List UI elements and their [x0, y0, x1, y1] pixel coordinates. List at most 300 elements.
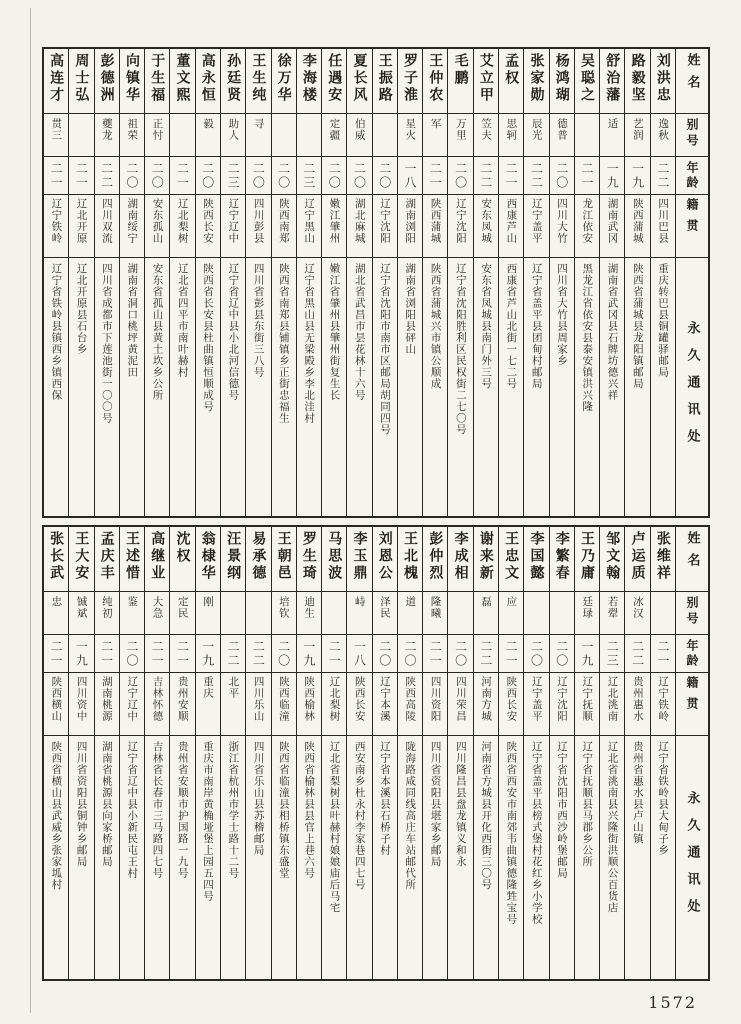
person-age-cell [651, 634, 675, 672]
person-address-cell [221, 257, 245, 516]
person-record-column [346, 527, 371, 979]
person-origin: 贵州安顺 [176, 676, 189, 722]
person-age: 二二 [529, 161, 544, 190]
person-record-column [245, 527, 270, 979]
person-origin-cell [44, 194, 68, 257]
scan-edge-line [30, 8, 31, 1013]
person-address-cell [297, 257, 321, 516]
person-origin-cell [95, 194, 119, 257]
person-record-column [296, 49, 321, 516]
person-origin: 四川巴县 [657, 198, 670, 244]
header-alias-cell [676, 113, 708, 156]
person-name: 张长武 [48, 531, 65, 582]
person-record-column [169, 527, 194, 979]
person-record-column [68, 527, 93, 979]
person-name: 李海楼 [300, 53, 317, 104]
person-name: 王仲农 [427, 53, 444, 104]
person-address-cell [600, 735, 624, 979]
person-name-cell [170, 49, 194, 113]
person-address-cell [272, 257, 296, 516]
person-name: 王生纯 [250, 53, 267, 104]
person-address: 吉林省长春市三马路四七号 [151, 741, 164, 879]
person-alias: 铖斌 [75, 596, 88, 619]
person-age-cell [398, 634, 422, 672]
person-origin: 陕西高陵 [404, 676, 417, 722]
person-alias-cell [398, 591, 422, 634]
person-alias-cell [246, 591, 270, 634]
person-name-cell [246, 49, 270, 113]
person-address: 辽宁省盖平县榜式堡村花红乡小学校 [530, 741, 543, 925]
person-age: 二一 [74, 161, 89, 190]
person-age-cell [575, 156, 599, 194]
person-alias: 助人 [227, 118, 240, 141]
person-name: 张家勋 [528, 53, 545, 104]
person-age-cell [95, 634, 119, 672]
person-address: 辽宁省辽中县小新民屯王村 [126, 741, 139, 879]
person-age-cell [550, 634, 574, 672]
person-address: 黑龙江省依安县泰安镇洪兴隆 [581, 263, 594, 413]
person-age: 二一 [428, 639, 443, 668]
person-name-cell [398, 527, 422, 591]
person-name-cell [448, 49, 472, 113]
person-origin: 陕西南郑 [277, 198, 290, 244]
person-age: 一九 [580, 639, 595, 668]
person-origin-cell [398, 194, 422, 257]
person-name-cell [322, 527, 346, 591]
person-origin-cell [448, 672, 472, 735]
person-origin: 辽宁辽中 [227, 198, 240, 244]
person-record-column [574, 49, 599, 516]
person-origin: 辽北洮南 [606, 676, 619, 722]
person-age-cell [474, 156, 498, 194]
person-age: 二〇 [150, 161, 165, 190]
person-age-cell [347, 634, 371, 672]
person-name: 翁棣华 [199, 531, 216, 582]
person-name-cell [373, 527, 397, 591]
person-address: 四川省资阳县铜钟乡邮局 [75, 741, 88, 868]
person-alias-cell [347, 591, 371, 634]
person-name: 高永恒 [199, 53, 216, 104]
person-address: 安东省孤山县黄土坎乡公所 [151, 263, 164, 401]
person-alias-cell [625, 591, 649, 634]
person-address: 辽宁省铁岭县镇西乡镇西保 [50, 263, 63, 401]
person-origin: 四川荣昌 [454, 676, 467, 722]
person-age-cell [625, 156, 649, 194]
person-address-cell [272, 735, 296, 979]
person-origin: 安东凤城 [480, 198, 493, 244]
person-alias-cell [196, 113, 220, 156]
person-alias-cell [145, 113, 169, 156]
person-origin: 陕西长安 [505, 676, 518, 722]
person-origin: 湖南武冈 [606, 198, 619, 244]
person-alias: 寻 [252, 118, 265, 130]
person-alias-cell [297, 113, 321, 156]
person-alias-cell [120, 591, 144, 634]
person-age: 二二 [99, 161, 114, 190]
person-origin: 辽宁辽中 [126, 676, 139, 722]
table-header-column [675, 49, 708, 516]
person-name: 王大安 [73, 531, 90, 582]
person-address: 浙江省杭州市学士路十二号 [227, 741, 240, 879]
person-alias-cell [221, 591, 245, 634]
header-age-label: 年龄 [685, 160, 699, 191]
person-name: 李玉鼎 [351, 531, 368, 582]
person-origin-cell [221, 672, 245, 735]
person-address-cell [196, 735, 220, 979]
header-alias-label: 别号 [685, 596, 699, 628]
person-origin: 陕西长安 [353, 676, 366, 722]
person-alias-cell [69, 591, 93, 634]
person-alias: 夔龙 [100, 118, 113, 141]
person-origin: 重庆 [202, 676, 215, 699]
person-alias-cell [44, 113, 68, 156]
header-alias-cell [676, 591, 708, 634]
person-record-column [119, 49, 144, 516]
person-age-cell [575, 634, 599, 672]
person-origin-cell [69, 672, 93, 735]
person-age-cell [651, 156, 675, 194]
person-age: 二〇 [554, 161, 569, 190]
person-origin-cell [95, 672, 119, 735]
person-origin-cell [322, 672, 346, 735]
person-name: 王乃庸 [579, 531, 596, 582]
person-address-cell [69, 735, 93, 979]
person-origin-cell [651, 194, 675, 257]
person-name-cell [499, 527, 523, 591]
person-address: 安东省凤城县南门外三号 [480, 263, 493, 390]
person-age: 二一 [504, 161, 519, 190]
person-alias: 军 [429, 118, 442, 130]
header-age-cell [676, 634, 708, 672]
person-name-cell [550, 49, 574, 113]
person-alias-cell [524, 591, 548, 634]
person-age-cell [69, 156, 93, 194]
person-alias: 贯三 [50, 118, 63, 141]
person-alias: 鉴 [126, 596, 139, 608]
person-age: 二〇 [124, 639, 139, 668]
person-address-cell [347, 257, 371, 516]
person-age: 二二 [251, 639, 266, 668]
person-record-column [44, 527, 68, 979]
person-address-cell [651, 257, 675, 516]
person-alias-cell [575, 113, 599, 156]
person-origin: 辽北梨树 [176, 198, 189, 244]
person-address: 辽北开原县石台乡 [75, 263, 88, 355]
person-address: 辽北省四平市南叶赫村 [176, 263, 189, 378]
person-alias-cell [322, 113, 346, 156]
person-age-cell [423, 634, 447, 672]
person-origin: 湖南绥宁 [126, 198, 139, 244]
person-address: 辽宁省盖平县团甸村邮局 [530, 263, 543, 390]
person-name-cell [120, 49, 144, 113]
person-age-cell [196, 634, 220, 672]
person-name: 李国懿 [528, 531, 545, 582]
person-alias: 刚 [202, 596, 215, 608]
person-origin-cell [423, 194, 447, 257]
person-address-cell [246, 257, 270, 516]
person-name: 向镇华 [123, 53, 140, 104]
person-origin-cell [297, 194, 321, 257]
person-name-cell [69, 49, 93, 113]
person-record-column [549, 49, 574, 516]
person-record-column [574, 527, 599, 979]
person-name: 罗子淮 [402, 53, 419, 104]
person-origin-cell [550, 194, 574, 257]
person-record-column [220, 49, 245, 516]
person-origin-cell [170, 672, 194, 735]
person-name: 刘洪忠 [654, 53, 671, 104]
person-age: 二〇 [554, 639, 569, 668]
person-alias-cell [474, 591, 498, 634]
person-age-cell [600, 156, 624, 194]
person-age-cell [550, 156, 574, 194]
person-age: 二三 [226, 161, 241, 190]
person-origin-cell [499, 672, 523, 735]
person-age-cell [499, 156, 523, 194]
person-name-cell [44, 527, 68, 591]
person-origin: 辽宁抚顺 [581, 676, 594, 722]
person-name-cell [196, 527, 220, 591]
person-origin-cell [474, 672, 498, 735]
person-age-cell [448, 634, 472, 672]
person-address-cell [170, 735, 194, 979]
person-origin: 嫩江肇州 [328, 198, 341, 244]
person-alias: 逸秋 [657, 118, 670, 141]
person-address-cell [145, 735, 169, 979]
person-name: 彭仲烈 [427, 531, 444, 582]
person-address-cell [322, 257, 346, 516]
person-address: 四川省彭县东街三八号 [252, 263, 265, 378]
person-record-column [599, 527, 624, 979]
person-name-cell [347, 49, 371, 113]
person-alias: 隆曦 [429, 596, 442, 619]
person-name-cell [69, 527, 93, 591]
person-record-column [119, 527, 144, 979]
person-address: 嫩江省肇州县肇州街复生长 [328, 263, 341, 401]
person-address: 陕西省长安县杜曲镇恒顺成号 [202, 263, 215, 413]
person-address-cell [69, 257, 93, 516]
person-age-cell [322, 634, 346, 672]
person-name-cell [44, 49, 68, 113]
person-record-column [195, 49, 220, 516]
person-origin-cell [600, 194, 624, 257]
person-name: 王北槐 [402, 531, 419, 582]
person-origin-cell [69, 194, 93, 257]
person-address-cell [398, 735, 422, 979]
person-age: 二一 [428, 161, 443, 190]
person-origin-cell [120, 194, 144, 257]
person-record-column [523, 49, 548, 516]
person-origin: 四川双流 [100, 198, 113, 244]
person-record-column [523, 527, 548, 979]
person-name-cell [95, 49, 119, 113]
person-address: 四川省大竹县周家乡 [555, 263, 568, 367]
person-name-cell [347, 527, 371, 591]
person-age: 二二 [478, 161, 493, 190]
person-address: 西康省芦山北街一七二号 [505, 263, 518, 390]
person-origin-cell [625, 194, 649, 257]
person-address: 辽北省洮南县兴隆街洪顺公百货店 [606, 741, 619, 914]
person-name: 徐万华 [275, 53, 292, 104]
person-name-cell [499, 49, 523, 113]
person-age: 一八 [352, 639, 367, 668]
person-alias: 道 [404, 596, 417, 608]
person-age: 二二 [655, 161, 670, 190]
header-origin-cell [676, 194, 708, 257]
person-age-cell [347, 156, 371, 194]
person-name-cell [474, 49, 498, 113]
person-address: 陕西省西安市南郊韦曲镇德隆甡宝号 [505, 741, 518, 925]
header-age-label: 年龄 [685, 638, 699, 669]
person-alias-cell [120, 113, 144, 156]
person-origin: 陕西长安 [202, 198, 215, 244]
person-address: 湖南省浏阳县砰山 [404, 263, 417, 355]
person-address-cell [448, 257, 472, 516]
person-alias: 德普 [555, 118, 568, 141]
person-name-cell [145, 49, 169, 113]
person-address: 四川省乐山县苏稽邮局 [252, 741, 265, 856]
page-number: 1572 [648, 993, 697, 1012]
person-alias: 辰光 [530, 118, 543, 141]
registry-table-bottom [42, 525, 710, 981]
person-name-cell [221, 527, 245, 591]
person-alias-cell [600, 591, 624, 634]
person-age-cell [625, 634, 649, 672]
person-origin-cell [221, 194, 245, 257]
person-age: 二〇 [276, 161, 291, 190]
person-record-column [245, 49, 270, 516]
person-address-cell [550, 257, 574, 516]
person-alias-cell [448, 113, 472, 156]
person-origin-cell [575, 194, 599, 257]
person-alias-cell [322, 591, 346, 634]
person-age: 二〇 [251, 161, 266, 190]
person-alias-cell [44, 591, 68, 634]
person-alias-cell [69, 113, 93, 156]
person-age: 二〇 [453, 161, 468, 190]
person-address-cell [423, 257, 447, 516]
person-age-cell [246, 156, 270, 194]
person-address-cell [95, 257, 119, 516]
person-age-cell [297, 634, 321, 672]
person-record-column [473, 527, 498, 979]
person-origin-cell [272, 194, 296, 257]
person-alias: 应 [505, 596, 518, 608]
person-origin-cell [44, 672, 68, 735]
person-name-cell [297, 527, 321, 591]
person-name: 杨鸿瑚 [553, 53, 570, 104]
person-alias-cell [196, 591, 220, 634]
person-name-cell [423, 49, 447, 113]
person-age-cell [196, 156, 220, 194]
person-origin-cell [322, 194, 346, 257]
person-alias-cell [625, 113, 649, 156]
person-record-column [68, 49, 93, 516]
person-record-column [624, 527, 649, 979]
person-name-cell [272, 49, 296, 113]
person-origin-cell [575, 672, 599, 735]
person-name-cell [448, 527, 472, 591]
person-alias: 祖荣 [126, 118, 139, 141]
person-address-cell [196, 257, 220, 516]
person-record-column [94, 49, 119, 516]
person-alias-cell [651, 113, 675, 156]
person-name-cell [625, 49, 649, 113]
person-origin: 辽宁盖平 [530, 676, 543, 722]
person-origin-cell [625, 672, 649, 735]
person-address-cell [524, 257, 548, 516]
person-address-cell [474, 257, 498, 516]
header-address-label: 永久通讯处 [684, 791, 700, 926]
person-name-cell [95, 527, 119, 591]
person-name: 李繁春 [553, 531, 570, 582]
header-address-label: 永久通讯处 [684, 320, 700, 456]
person-record-column [549, 527, 574, 979]
person-name: 沈权 [174, 531, 191, 565]
person-record-column [372, 527, 397, 979]
person-address: 湖北省武昌市昙花林十六号 [353, 263, 366, 401]
person-name: 艾立甲 [477, 53, 494, 104]
person-age: 二〇 [276, 639, 291, 668]
person-origin: 龙江依安 [581, 198, 594, 244]
person-name: 汪景纲 [225, 531, 242, 582]
person-name-cell [322, 49, 346, 113]
person-age: 二一 [49, 161, 64, 190]
person-age: 一九 [605, 161, 620, 190]
person-age-cell [272, 156, 296, 194]
person-address: 四川隆昌县盘龙镇义和永 [454, 741, 467, 868]
person-origin: 陕西蒲城 [429, 198, 442, 244]
person-name: 吴聪之 [579, 53, 596, 104]
person-age-cell [448, 156, 472, 194]
person-name: 李成相 [452, 531, 469, 582]
person-address-cell [625, 257, 649, 516]
person-origin-cell [550, 672, 574, 735]
person-name: 刘恩公 [376, 531, 393, 582]
person-address: 陕西省蒲城县龙阳镇邮局 [631, 263, 644, 390]
table-header-column [675, 527, 708, 979]
person-age: 二一 [504, 639, 519, 668]
person-origin: 四川乐山 [252, 676, 265, 722]
person-address-cell [120, 257, 144, 516]
person-age: 一九 [301, 639, 316, 668]
header-alias-label: 别号 [685, 118, 699, 150]
person-origin-cell [499, 194, 523, 257]
person-address-cell [221, 735, 245, 979]
person-alias: 笠夫 [480, 118, 493, 141]
person-alias-cell [246, 113, 270, 156]
person-origin-cell [398, 672, 422, 735]
person-address: 贵州省惠水县卢山镇 [631, 741, 644, 845]
person-origin-cell [196, 672, 220, 735]
person-name: 孟权 [503, 53, 520, 87]
header-name-cell [676, 49, 708, 113]
person-origin: 辽宁铁岭 [657, 676, 670, 722]
person-origin: 陕西榆林 [303, 676, 316, 722]
person-age-cell [524, 156, 548, 194]
person-age-cell [145, 156, 169, 194]
person-address: 湖南省桃源县向家桥邮局 [100, 741, 113, 868]
person-address: 陕西省榆林县县官上巷六号 [303, 741, 316, 879]
person-record-column [144, 527, 169, 979]
person-age: 二三 [605, 639, 620, 668]
person-alias: 泽民 [379, 596, 392, 619]
person-origin: 吉林怀德 [151, 676, 164, 722]
person-origin-cell [423, 672, 447, 735]
person-age-cell [170, 156, 194, 194]
person-record-column [397, 49, 422, 516]
person-age-cell [44, 156, 68, 194]
